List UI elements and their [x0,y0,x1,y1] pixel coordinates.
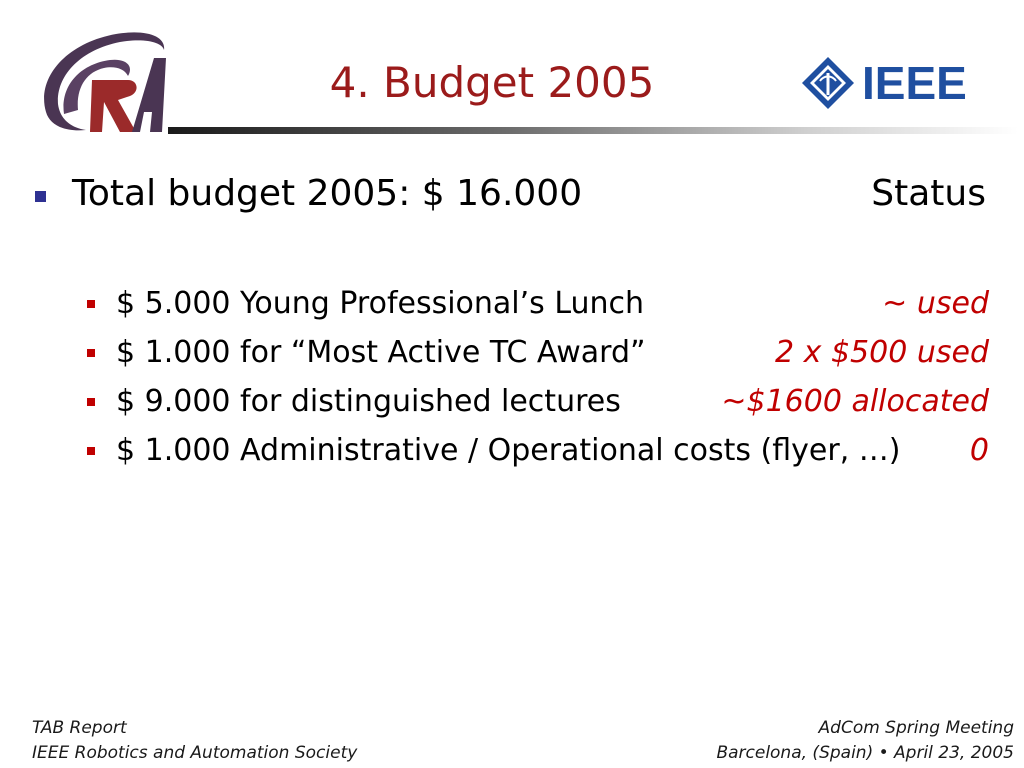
square-bullet-icon [87,349,95,357]
footer-meeting-name: AdCom Spring Meeting [818,718,1014,738]
budget-item [0,333,1024,373]
ieee-logo [800,55,990,111]
square-bullet-icon [35,191,46,202]
budget-item-status: 2 x $500 used [775,335,989,370]
budget-item-text: $ 1.000 for “Most Active TC Award” [116,335,646,370]
slide-title: 4. Budget 2005 [329,58,655,107]
total-budget-text: Total budget 2005: $ 16.000 [72,173,583,214]
footer-right [716,716,1014,766]
budget-item [0,431,1024,471]
budget-item-status: ~$1600 allocated [721,384,989,419]
title-divider [168,127,1018,134]
footer-left [32,716,357,766]
budget-item [0,284,1024,324]
budget-item-text: $ 5.000 Young Professional’s Lunch [116,286,645,321]
budget-item-status: ~ used [882,286,989,321]
square-bullet-icon [87,447,95,455]
main-bullet-item [0,172,1024,216]
footer-meeting-location-date: Barcelona, (Spain) • April 23, 2005 [716,743,1014,763]
footer-report-title: TAB Report [32,718,127,738]
budget-item-status: 0 [969,433,989,468]
square-bullet-icon [87,398,95,406]
budget-item-text: $ 9.000 for distinguished lectures [116,384,621,419]
budget-item [0,382,1024,422]
budget-item-text: $ 1.000 Administrative / Operational costs (flyer, …) [116,433,901,468]
square-bullet-icon [87,300,95,308]
status-header: Status [871,173,986,214]
ieee-wordmark: IEEE [862,57,967,109]
footer-society-name: IEEE Robotics and Automation Society [32,743,358,763]
